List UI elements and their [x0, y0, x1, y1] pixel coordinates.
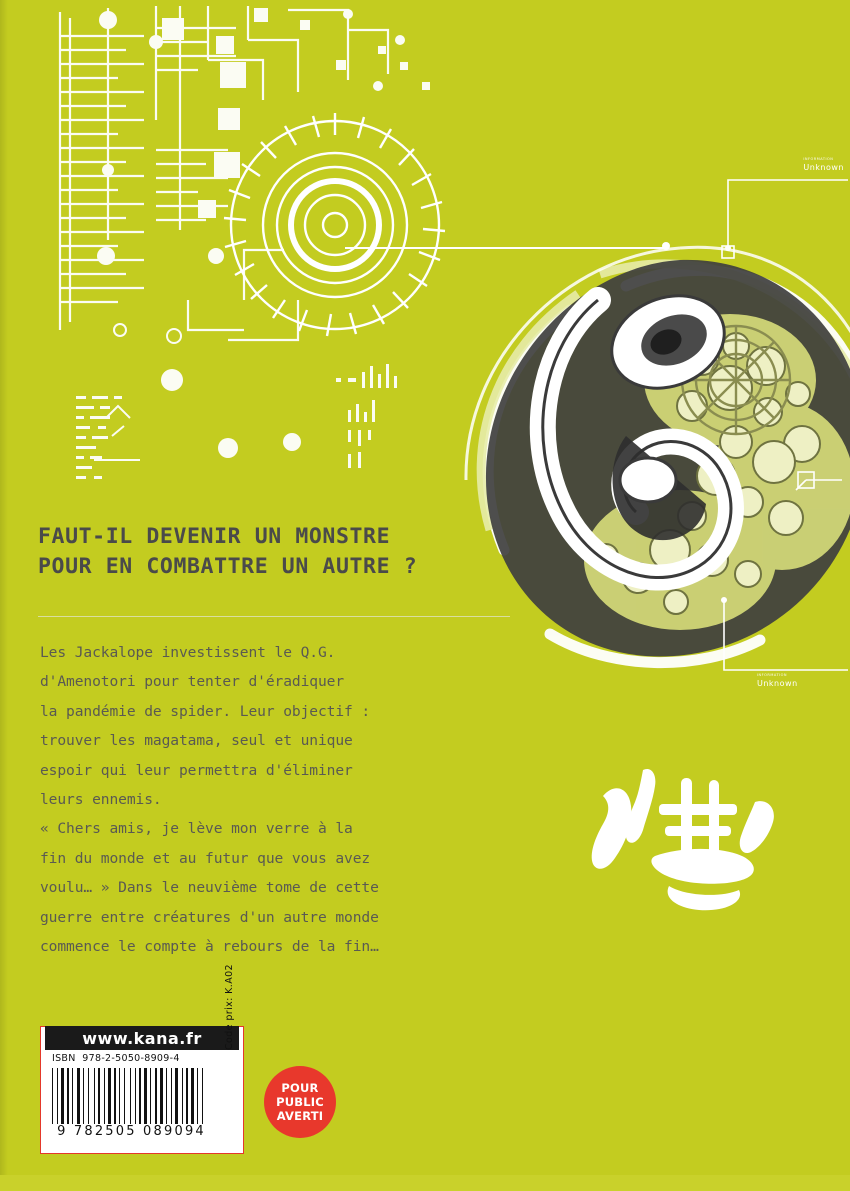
- price-code: Code prix: K.A02: [224, 964, 235, 1050]
- headline-divider: [38, 616, 510, 617]
- blurb-line: d'Amenotori pour tenter d'éradiquer: [40, 673, 345, 691]
- back-cover-blurb: [40, 638, 540, 961]
- publisher-website[interactable]: www.kana.fr: [45, 1026, 239, 1050]
- blurb-line: « Chers amis, je lève mon verre à la: [40, 820, 353, 838]
- isbn-value: 978-2-5050-8909-4: [82, 1053, 180, 1064]
- brush-glyph-icon: [585, 760, 800, 920]
- stamp-line-1: POUR: [281, 1081, 319, 1095]
- headline-line-1: FAUT-IL DEVENIR UN MONSTRE: [38, 524, 391, 549]
- barcode-icon: [52, 1068, 210, 1124]
- stamp-line-3: AVERTI: [276, 1109, 324, 1123]
- tech-label-main: Unknown: [803, 163, 844, 172]
- technical-callout-frame: [610, 150, 850, 710]
- status-badge: [264, 1066, 336, 1138]
- spine-fold-shadow: [0, 0, 8, 1191]
- barcode-number: 9 782505 089094: [57, 1124, 206, 1139]
- tech-label-unknown-1: [803, 157, 844, 173]
- blurb-line: trouver les magatama, seul et unique: [40, 732, 353, 750]
- isbn-text: [52, 1053, 180, 1064]
- isbn-label: ISBN: [52, 1053, 76, 1064]
- blurb-line: guerre entre créatures d'un autre monde: [40, 908, 379, 926]
- stamp-line-2: PUBLIC: [276, 1095, 324, 1109]
- headline-line-2: POUR EN COMBATTRE UN AUTRE ?: [38, 554, 418, 579]
- bottom-edge-strip: [0, 1175, 850, 1191]
- blurb-line: espoir qui leur permettra d'éliminer: [40, 761, 353, 779]
- blurb-line: fin du monde et au futur que vous avez: [40, 849, 371, 867]
- blurb-line: voulu… » Dans le neuvième tome de cette: [40, 879, 379, 897]
- cover-headline: [38, 522, 508, 582]
- blurb-line: commence le compte à rebours de la fin…: [40, 938, 379, 956]
- tech-label-tiny: INFORMATION: [803, 157, 834, 161]
- tech-label-main: Unknown: [757, 679, 798, 688]
- tech-label-tiny: INFORMATION: [757, 673, 788, 677]
- blurb-line: la pandémie de spider. Leur objectif :: [40, 702, 371, 720]
- blurb-line: Les Jackalope investissent le Q.G.: [40, 644, 336, 661]
- blurb-line: leurs ennemis.: [40, 791, 162, 809]
- tech-label-unknown-2: [757, 673, 798, 689]
- gear-icon: [215, 105, 455, 345]
